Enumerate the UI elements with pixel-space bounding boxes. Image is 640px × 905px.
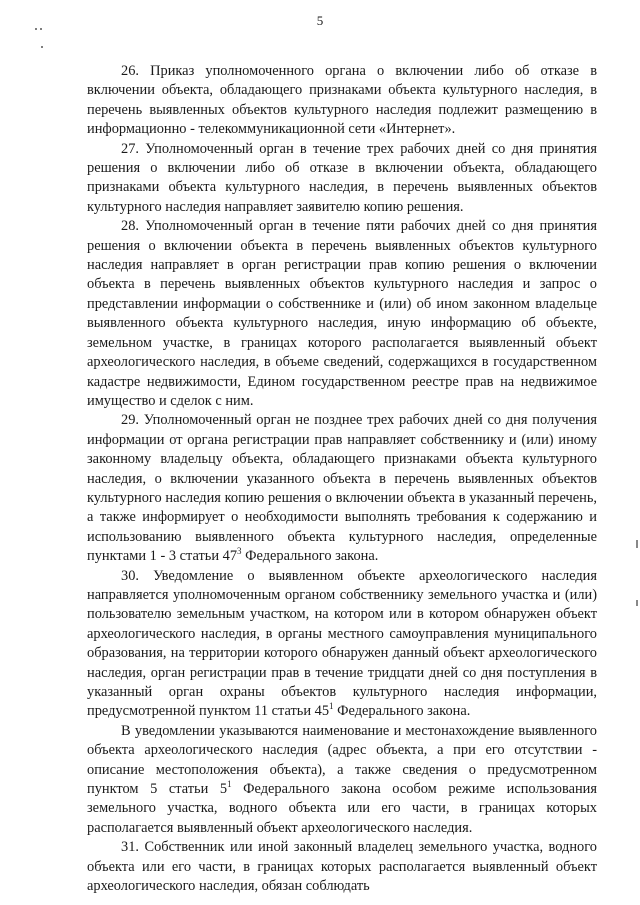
superscript: 3 <box>237 546 242 557</box>
paragraph-27: 27. Уполномоченный орган в течение трех рабочих дней со дня принятия решения о включении либо об отказе в включении объекта, обладающего признаками объекта культурного наследия, в перечень выявленных объектов культурного наследия направляет заявителю копию решения. <box>87 140 597 215</box>
document-body <box>87 62 597 896</box>
scan-speck <box>35 28 37 30</box>
scan-speck <box>41 46 43 48</box>
scan-margin-mark <box>636 540 638 548</box>
paragraph-30: 30. Уведомление о выявленном объекте археологического наследия направляется уполномоченным органом собственнику земельного участка и (или) пользователю земельным участком, на котором или в котором обнаружен объект археологического наследия, в органы местного самоуправления муниципального образования, на территории которого обнаружен данный объект археологического наследия, орган регистрации прав в течение тридцати дней со дня поступления в указанный орган охраны объектов культурного наследия информации, предусмотренной пунктом 11 статьи $45^1$ Федерального закона. <box>87 567 597 720</box>
superscript: 1 <box>227 779 232 790</box>
paragraph-26: 26. Приказ уполномоченного органа о включении либо об отказе в включении объекта, обладающего признаками объекта культурного наследия, в перечень выявленных объектов культурного наследия подлежит размещению в информационно - телекоммуникационной сети «Интернет». <box>87 63 597 138</box>
paragraph-29: 29. Уполномоченный орган не позднее трех рабочих дней со дня получения информации от органа регистрации прав направляет собственнику и (или) иному законному владельцу объекта, обладающего признаками объекта культурного наследия, о включении указанного объекта в перечень выявленных объектов культурного наследия копию решения о включении объекта в указанный перечень, а также информирует о необходимости выполнять требования к содержанию и использованию выявленного объекта культурного наследия, определенные пунктами 1 - 3 статьи $47^3$ Федерального закона. <box>87 412 597 565</box>
paragraph-30-notice: В уведомлении указываются наименование и местонахождение выявленного объекта археологического наследия (адрес объекта, а при его отсутствии - описание местоположения объекта), а также сведения о предусмотренном пунктом 5 статьи $5^1$ Федерального закона особом режиме использования земельного участка, водного объекта или его части, в границах которых располагается выявленный объект археологического наследия. <box>87 722 597 836</box>
paragraph-28: 28. Уполномоченный орган в течение пяти рабочих дней со дня принятия решения о включении объекта в перечень выявленных объектов культурного наследия направляет в орган регистрации прав копию решения о включении объекта в перечень выявленных объектов культурного наследия и запрос о представлении информации о собственнике и (или) об ином законном владельце выявленного объекта культурного наследия, иную информацию об объекте, земельном участке, в границах которого располагается выявленный объект археологического наследия, в объеме сведений, содержащихся в государственном кадастре недвижимости, Едином государственном реестре прав на недвижимое имущество и сделок с ним. <box>87 218 597 409</box>
superscript: 1 <box>329 701 334 712</box>
paragraph-31: 31. Собственник или иной законный владелец земельного участка, водного объекта или его части, в границах которых располагается выявленный объект археологического наследия, обязан соблюдать <box>87 839 597 895</box>
scan-margin-mark <box>636 600 638 606</box>
scan-speck <box>40 28 42 30</box>
page-number: 5 <box>316 13 324 28</box>
